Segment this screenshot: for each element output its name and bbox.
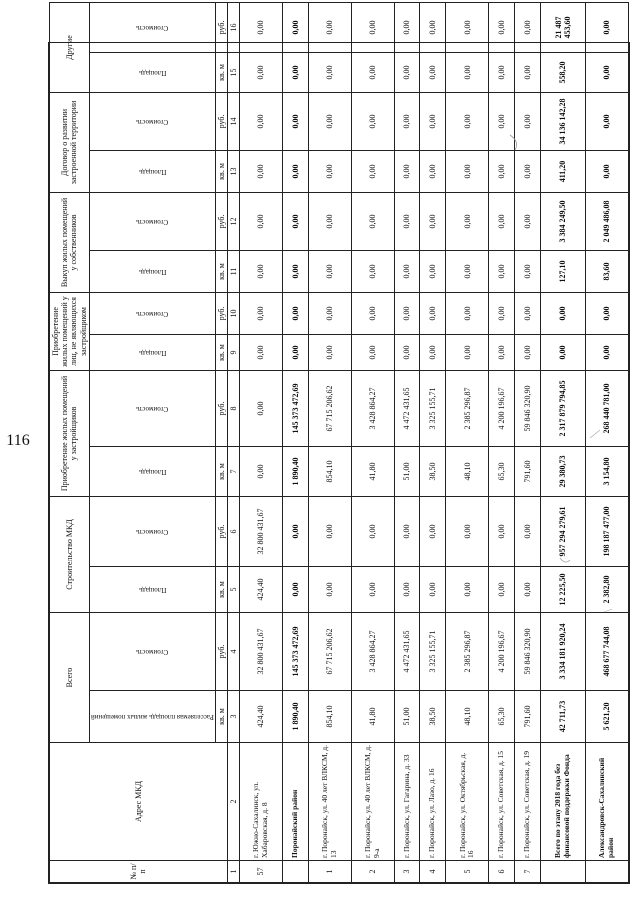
row-value: 0,00 — [446, 92, 489, 150]
row-address: Александровск-Сахалинский район — [586, 743, 629, 861]
row-value: 48,10 — [446, 691, 489, 743]
column-number: 7 — [227, 447, 239, 497]
row-value: 0,00 — [420, 52, 446, 92]
row-value: 0,00 — [489, 335, 515, 371]
header-cost: Стоимость — [89, 371, 215, 447]
header-area: Площадь — [89, 335, 215, 371]
header-cost: Стоимость — [89, 292, 215, 334]
table-row — [514, 2, 540, 882]
row-value: 0,00 — [394, 52, 420, 92]
row-value: 0,00 — [540, 292, 585, 334]
row-value: 0,00 — [586, 52, 629, 92]
row-value: 0,00 — [420, 292, 446, 334]
table-row — [446, 2, 489, 882]
row-value: 0,00 — [420, 497, 446, 567]
table-row — [489, 2, 515, 882]
row-value: 83,60 — [586, 250, 629, 292]
row-value: 0,00 — [420, 192, 446, 250]
header-group-total: Всего — [50, 613, 90, 743]
row-value: 0,00 — [239, 92, 282, 150]
row-value: 3 154,80 — [586, 447, 629, 497]
row-address: Всего по этапу 2018 года без финансовой поддержки Фонда — [540, 743, 585, 861]
row-value: 0,00 — [282, 150, 308, 192]
unit-area: кв. м — [215, 335, 227, 371]
row-value: 0,00 — [282, 92, 308, 150]
row-number: 5 — [446, 861, 489, 883]
row-value: 0,00 — [351, 192, 394, 250]
row-value: 0,00 — [282, 292, 308, 334]
table-row — [308, 2, 351, 882]
row-value: 0,00 — [282, 52, 308, 92]
header-cost: Стоимость — [89, 2, 215, 52]
column-number: 12 — [227, 192, 239, 250]
table-row — [540, 2, 585, 882]
table-row — [351, 2, 394, 882]
row-value: 0,00 — [489, 150, 515, 192]
row-value: 0,00 — [394, 150, 420, 192]
row-value: 41,80 — [351, 447, 394, 497]
row-value: 0,00 — [394, 335, 420, 371]
row-value: 854,10 — [308, 691, 351, 743]
header-group-buyout: Выкуп жилых помещений у собственников — [50, 192, 90, 292]
header-area: Площадь — [89, 447, 215, 497]
row-value: 0,00 — [282, 192, 308, 250]
header-cost: Стоимость — [89, 497, 215, 567]
row-value: 468 677 744,08 — [586, 613, 629, 691]
row-value: 791,60 — [514, 447, 540, 497]
column-number: 14 — [227, 92, 239, 150]
row-value: 29 380,73 — [540, 447, 585, 497]
column-number: 9 — [227, 335, 239, 371]
table-row — [282, 2, 308, 882]
row-value: 0,00 — [239, 52, 282, 92]
row-value: 0,00 — [239, 371, 282, 447]
row-value: 0,00 — [239, 335, 282, 371]
row-value: 51,00 — [394, 691, 420, 743]
row-number: 2 — [351, 861, 394, 883]
row-value: 268 440 781,00 — [586, 371, 629, 447]
header-group-purchase-developers: Приобретение жилых помещений у застройщиков — [50, 371, 90, 497]
row-value: 34 136 142,28 — [540, 92, 585, 150]
row-value: 0,00 — [540, 335, 585, 371]
row-address: г. Южно-Сахалинск, ул. Хабаровская, д. 8 — [239, 743, 282, 861]
row-value: 12 225,50 — [540, 567, 585, 613]
header-group-development-contract: Договор о развитии застроенной территории — [50, 92, 90, 192]
row-value: 32 800 431,67 — [239, 497, 282, 567]
row-value: 0,00 — [351, 567, 394, 613]
row-value: 127,10 — [540, 250, 585, 292]
row-value: 0,00 — [514, 292, 540, 334]
row-value: 0,00 — [514, 192, 540, 250]
table-row — [394, 2, 420, 882]
row-value: 67 715 206,62 — [308, 371, 351, 447]
rotated-table — [49, 16, 629, 883]
header-group-row — [50, 2, 90, 882]
row-value: 0,00 — [489, 192, 515, 250]
row-number: 4 — [420, 861, 446, 883]
row-number: 1 — [308, 861, 351, 883]
row-value: 0,00 — [308, 335, 351, 371]
header-cost: Стоимость — [89, 613, 215, 691]
header-area: Площадь — [89, 567, 215, 613]
table-row — [239, 2, 282, 882]
row-value: 0,00 — [394, 2, 420, 52]
row-value: 0,00 — [394, 567, 420, 613]
row-value: 0,00 — [308, 52, 351, 92]
row-value: 3 325 155,71 — [420, 613, 446, 691]
row-value: 59 846 320,90 — [514, 371, 540, 447]
header-area: Площадь — [89, 52, 215, 92]
row-value: 0,00 — [514, 567, 540, 613]
column-number: 6 — [227, 497, 239, 567]
row-value: 65,30 — [489, 447, 515, 497]
row-value: 0,00 — [394, 92, 420, 150]
column-number: 1 — [227, 861, 239, 883]
row-value: 2 049 486,08 — [586, 192, 629, 250]
header-cost: Стоимость — [89, 92, 215, 150]
row-value: 411,20 — [540, 150, 585, 192]
column-number: 11 — [227, 250, 239, 292]
column-number: 2 — [227, 743, 239, 861]
row-value: 51,00 — [394, 447, 420, 497]
row-value: 0,00 — [586, 335, 629, 371]
column-number: 3 — [227, 691, 239, 743]
unit-cost: руб. — [215, 192, 227, 250]
unit-cost: руб. — [215, 371, 227, 447]
row-value: 3 428 864,27 — [351, 613, 394, 691]
row-value: 0,00 — [489, 567, 515, 613]
row-value: 3 325 155,71 — [420, 371, 446, 447]
row-value: 0,00 — [239, 150, 282, 192]
unit-cost: руб. — [215, 92, 227, 150]
unit-area: кв. м — [215, 150, 227, 192]
row-value: 4 472 431,65 — [394, 613, 420, 691]
row-value: 0,00 — [308, 292, 351, 334]
row-address: г. Поронайск, ул. Советская, д. 15 — [489, 743, 515, 861]
row-address: г. Поронайск, ул. Гагарина, д. 33 — [394, 743, 420, 861]
row-value: 1 890,40 — [282, 447, 308, 497]
row-number: 6 — [489, 861, 515, 883]
row-value: 4 472 431,65 — [394, 371, 420, 447]
row-value: 0,00 — [489, 92, 515, 150]
row-value: 0,00 — [586, 150, 629, 192]
row-number — [586, 861, 629, 883]
row-value: 424,40 — [239, 567, 282, 613]
row-value: 198 187 477,00 — [586, 497, 629, 567]
row-value: 0,00 — [239, 292, 282, 334]
row-value: 21 487 453,60 — [540, 2, 585, 52]
table-row — [420, 2, 446, 882]
unit-cost: руб. — [215, 497, 227, 567]
table-row — [586, 2, 629, 882]
row-value: 0,00 — [514, 52, 540, 92]
row-address: г. Поронайск, ул. 40 лет ВЛКСМ, д. 13 — [308, 743, 351, 861]
row-value: 0,00 — [446, 150, 489, 192]
row-value: 145 373 472,69 — [282, 371, 308, 447]
header-group-purchase-nondevelopers: Приобретение жилых помещений у лиц, не являющихся застройщиком — [50, 292, 90, 370]
row-value: 0,00 — [514, 250, 540, 292]
row-value: 0,00 — [351, 335, 394, 371]
row-value: 0,00 — [351, 292, 394, 334]
row-value: 2 385 296,87 — [446, 371, 489, 447]
row-value: 65,30 — [489, 691, 515, 743]
row-value: 0,00 — [446, 250, 489, 292]
unit-cost: руб. — [215, 613, 227, 691]
unit-area: кв. м — [215, 567, 227, 613]
row-value: 0,00 — [420, 335, 446, 371]
row-value: 0,00 — [420, 250, 446, 292]
row-value: 59 846 320,90 — [514, 613, 540, 691]
row-value: 0,00 — [514, 2, 540, 52]
row-value: 0,00 — [446, 52, 489, 92]
row-value: 424,40 — [239, 691, 282, 743]
row-value: 4 200 196,67 — [489, 613, 515, 691]
row-address: г. Поронайск, ул. 40 лет ВЛКСМ, д. 9-а — [351, 743, 394, 861]
row-number: 3 — [394, 861, 420, 883]
row-value: 0,00 — [446, 292, 489, 334]
row-value: 0,00 — [351, 250, 394, 292]
unit-area: кв. м — [215, 447, 227, 497]
row-value: 0,00 — [308, 497, 351, 567]
header-group-construction: Строительство МКД — [50, 497, 90, 613]
row-value: 0,00 — [514, 150, 540, 192]
row-address: г. Поронайск, ул. Советская, д. 19 — [514, 743, 540, 861]
row-value: 854,10 — [308, 447, 351, 497]
row-value: 0,00 — [239, 2, 282, 52]
row-value: 0,00 — [446, 335, 489, 371]
row-value: 0,00 — [239, 447, 282, 497]
row-value: 0,00 — [308, 2, 351, 52]
row-value: 0,00 — [420, 2, 446, 52]
row-value: 2 385 296,87 — [446, 613, 489, 691]
row-value: 0,00 — [394, 292, 420, 334]
row-value: 48,10 — [446, 447, 489, 497]
row-value: 0,00 — [308, 192, 351, 250]
row-value: 0,00 — [282, 250, 308, 292]
row-value: 67 715 206,62 — [308, 613, 351, 691]
column-number: 16 — [227, 2, 239, 52]
header-area: Площадь — [89, 250, 215, 292]
row-value: 0,00 — [308, 92, 351, 150]
row-value: 0,00 — [586, 292, 629, 334]
row-value: 3 428 864,27 — [351, 371, 394, 447]
row-value: 2 382,80 — [586, 567, 629, 613]
unit-cost: руб. — [215, 2, 227, 52]
row-value: 0,00 — [351, 150, 394, 192]
row-value: 0,00 — [239, 250, 282, 292]
column-number: 15 — [227, 52, 239, 92]
row-value: 0,00 — [394, 192, 420, 250]
header-num: № п/п — [50, 861, 228, 883]
page-number: 116 — [6, 432, 30, 449]
row-value: 38,50 — [420, 447, 446, 497]
row-value: 0,00 — [514, 92, 540, 150]
row-value: 0,00 — [308, 250, 351, 292]
row-value: 957 294 279,61 — [540, 497, 585, 567]
row-value: 145 373 472,69 — [282, 613, 308, 691]
row-value: 0,00 — [489, 292, 515, 334]
header-resettled-area: Расселяемая площадь жилых помещений — [89, 691, 215, 743]
row-value: 42 711,73 — [540, 691, 585, 743]
row-value: 0,00 — [586, 2, 629, 52]
header-area: Площадь — [89, 150, 215, 192]
column-number: 13 — [227, 150, 239, 192]
row-value: 0,00 — [394, 497, 420, 567]
row-value: 0,00 — [351, 52, 394, 92]
row-value: 3 384 249,50 — [540, 192, 585, 250]
row-value: 0,00 — [446, 567, 489, 613]
resettlement-table — [49, 2, 629, 883]
unit-cost: руб. — [215, 292, 227, 334]
row-number: 7 — [514, 861, 540, 883]
row-value: 38,50 — [420, 691, 446, 743]
row-value: 0,00 — [351, 92, 394, 150]
row-value: 0,00 — [446, 2, 489, 52]
row-number: 57 — [239, 861, 282, 883]
row-value: 4 200 196,67 — [489, 371, 515, 447]
row-value: 0,00 — [489, 250, 515, 292]
row-value: 0,00 — [514, 497, 540, 567]
table-body — [239, 2, 628, 882]
row-value: 0,00 — [282, 335, 308, 371]
row-value: 0,00 — [308, 567, 351, 613]
row-value: 0,00 — [308, 150, 351, 192]
row-value: 1 890,40 — [282, 691, 308, 743]
row-value: 0,00 — [446, 192, 489, 250]
header-column-number-row — [227, 2, 239, 882]
row-value: 0,00 — [514, 335, 540, 371]
column-number: 4 — [227, 613, 239, 691]
column-number: 8 — [227, 371, 239, 447]
row-value: 0,00 — [282, 2, 308, 52]
row-value: 0,00 — [420, 567, 446, 613]
row-value: 0,00 — [351, 2, 394, 52]
row-value: 558,20 — [540, 52, 585, 92]
header-address: Адрес МКД — [50, 743, 228, 861]
row-value: 2 317 879 794,85 — [540, 371, 585, 447]
row-address: г. Поронайск, ул. Лазо, д. 16 — [420, 743, 446, 861]
row-address: Поронайский район — [282, 743, 308, 861]
row-value: 0,00 — [489, 52, 515, 92]
row-value: 0,00 — [420, 150, 446, 192]
row-number — [540, 861, 585, 883]
unit-area: кв. м — [215, 691, 227, 743]
unit-area: кв. м — [215, 250, 227, 292]
row-value: 0,00 — [239, 192, 282, 250]
table-frame — [48, 16, 630, 884]
header-cost: Стоимость — [89, 192, 215, 250]
row-address: г. Поронайск, ул. Октябрьская, д. 16 — [446, 743, 489, 861]
row-number — [282, 861, 308, 883]
row-value: 5 621,20 — [586, 691, 629, 743]
row-value: 0,00 — [446, 497, 489, 567]
row-value: 0,00 — [351, 497, 394, 567]
row-value: 0,00 — [394, 250, 420, 292]
unit-area: кв. м — [215, 52, 227, 92]
row-value: 0,00 — [586, 92, 629, 150]
row-value: 791,60 — [514, 691, 540, 743]
row-value: 0,00 — [489, 497, 515, 567]
row-value: 0,00 — [420, 92, 446, 150]
row-value: 0,00 — [489, 2, 515, 52]
row-value: 32 800 431,67 — [239, 613, 282, 691]
row-value: 0,00 — [282, 497, 308, 567]
header-group-other: Другие — [50, 2, 90, 92]
row-value: 41,80 — [351, 691, 394, 743]
column-number: 5 — [227, 567, 239, 613]
row-value: 0,00 — [282, 567, 308, 613]
column-number: 10 — [227, 292, 239, 334]
row-value: 3 334 181 920,24 — [540, 613, 585, 691]
